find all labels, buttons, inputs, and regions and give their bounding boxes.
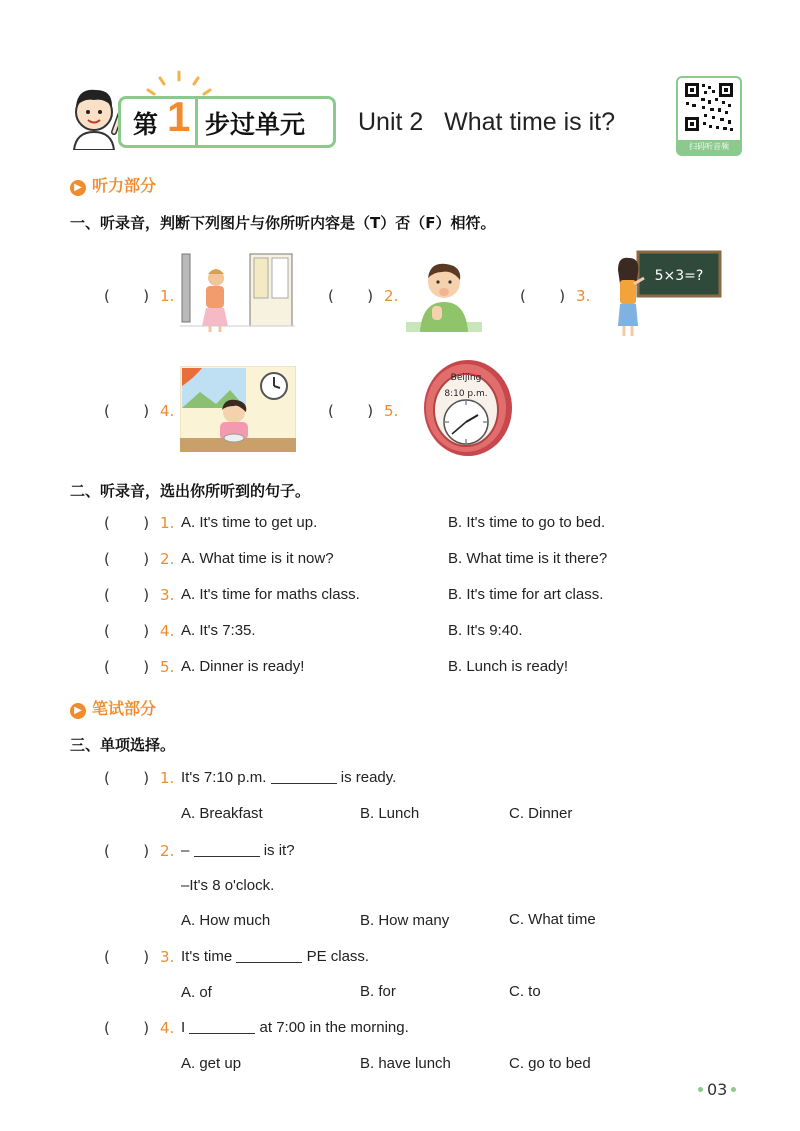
girl-eating-picture [180,366,296,452]
option-a: A. How much [181,912,271,929]
option-c: C. go to bed [509,1055,591,1072]
option-c: C. What time [509,911,596,928]
answer-blank[interactable]: ( ) [104,402,150,420]
fill-in-blank[interactable] [236,948,302,963]
answer-blank[interactable]: ( ) [104,514,150,532]
clock-city-label: Beijing [450,373,482,383]
answer-blank[interactable]: ( ) [104,948,150,966]
item-number: 5. [160,658,175,676]
dot-icon [698,1087,703,1092]
qr-code-icon [678,78,740,140]
step-badge [118,93,336,148]
badge-title: 步过单元 [205,110,306,139]
answer-blank[interactable]: ( ) [104,658,150,676]
part2-instruction: 二、听录音，选出你所听到的句子。 [70,482,311,500]
answer-blank[interactable]: ( ) [104,586,150,604]
option-b: B. Lunch is ready! [448,658,569,675]
dot-icon [731,1087,736,1092]
option-b: B. How many [360,912,450,929]
option-a: A. What time is it now? [181,550,334,567]
item-number: 1. [160,769,175,787]
option-a: A. It's time for maths class. [181,586,360,603]
qr-caption: 扫码听音频 [678,140,740,154]
question-stem: – is it? [181,842,295,859]
answer-blank[interactable]: ( ) [520,287,566,305]
answer-blank[interactable]: ( ) [104,622,150,640]
part3-instruction: 三、单项选择。 [70,736,176,754]
item-number: 1. [160,287,175,305]
badge-prefix: 第 [133,110,159,139]
option-a: A. get up [181,1055,242,1072]
item-number: 2. [160,550,175,568]
option-b: B. It's 9:40. [448,622,523,639]
answer-blank[interactable]: ( ) [328,402,374,420]
part1-instruction: 一、听录音，判断下列图片与你所听内容是（T）否（F）相符。 [70,214,496,232]
teacher-blackboard-picture [610,250,722,338]
clock-time-label: 8:10 p.m. [444,389,488,399]
option-b: B. It's time for art class. [448,586,604,603]
answer-blank[interactable]: ( ) [104,550,150,568]
option-a: A. Dinner is ready! [181,658,305,675]
option-b: B. What time is it there? [448,550,608,567]
girl-school-gate-picture [180,252,295,334]
option-a: A. Breakfast [181,805,263,822]
item-number: 2. [384,287,399,305]
item-number: 4. [160,1019,175,1037]
option-b: B. for [360,983,396,1000]
item-number: 1. [160,514,175,532]
option-b: B. Lunch [360,805,420,822]
item-number: 5. [384,402,399,420]
item-number: 4. [160,402,175,420]
option-a: A. It's 7:35. [181,622,256,639]
answer-blank[interactable]: ( ) [104,287,150,305]
option-c: C. Dinner [509,805,573,822]
option-b: B. It's time to go to bed. [448,514,606,531]
page-number: 03 [694,1080,740,1099]
answer-blank[interactable]: ( ) [104,1019,150,1037]
writing-section-title: ▶ 笔试部分 [70,696,156,719]
blackboard-text: 5×3=? [654,268,704,284]
question-stem: I at 7:00 in the morning. [181,1019,409,1036]
answer-blank[interactable]: ( ) [328,287,374,305]
option-b: B. have lunch [360,1055,451,1072]
item-number: 3. [576,287,591,305]
dialogue-answer: –It's 8 o'clock. [181,877,275,894]
play-arrow-icon: ▶ [70,180,86,196]
item-number: 3. [160,586,175,604]
question-stem: It's time PE class. [181,948,370,965]
fill-in-blank[interactable] [271,769,337,784]
badge-number: 1 [167,93,191,140]
item-number: 2. [160,842,175,860]
question-stem: It's 7:10 p.m. is ready. [181,769,397,786]
fill-in-blank[interactable] [194,842,260,857]
answer-blank[interactable]: ( ) [104,842,150,860]
play-arrow-icon: ▶ [70,703,86,719]
item-number: 3. [160,948,175,966]
boy-yawning-picture [406,256,482,332]
item-number: 4. [160,622,175,640]
fill-in-blank[interactable] [189,1019,255,1034]
listening-section-title: ▶ 听力部分 [70,173,156,196]
qr-code[interactable] [676,76,742,156]
unit-title: Unit 2 What time is it? [358,108,616,136]
beijing-clock-picture [422,358,514,458]
option-a: A. of [181,984,212,1001]
option-c: C. to [509,983,541,1000]
option-a: A. It's time to get up. [181,514,318,531]
answer-blank[interactable]: ( ) [104,769,150,787]
badge-divider [195,99,198,145]
